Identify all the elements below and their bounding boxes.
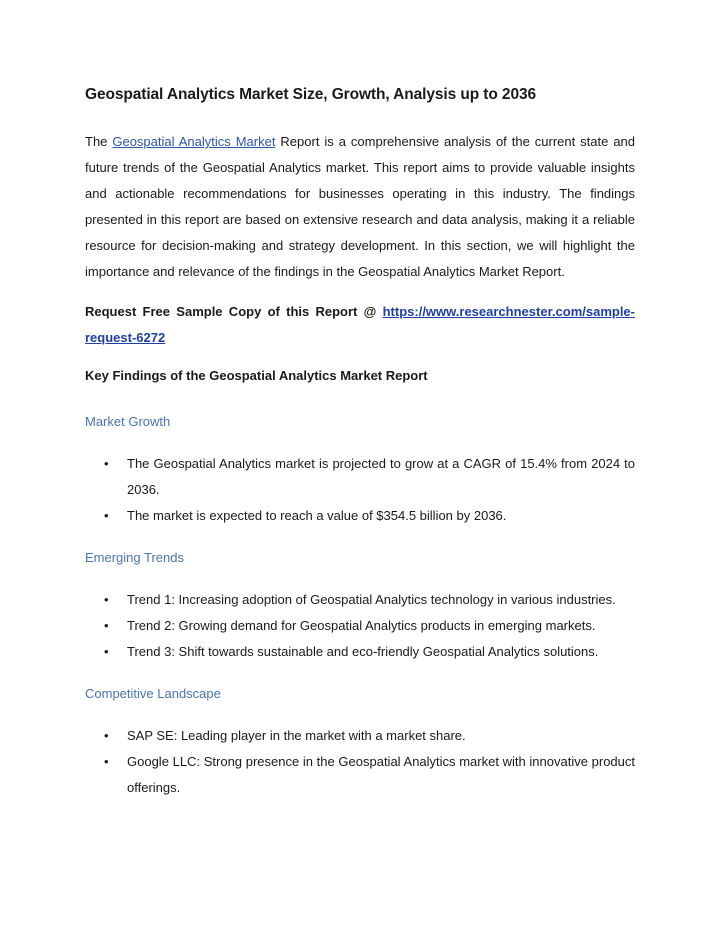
intro-body: Report is a comprehensive analysis of the current state and future trends of the Geospatial Analytics market. This report aims to provide valuable insights and actionable recommendations for businesses operating in this industry. The findings presented in this report are based on extensive research and data analysis, making it a reliable resource for decision-making and strategy development. In this section, we will highlight the importance and relevance of the findings in the Geospatial Analytics Market Report. xyxy=(85,134,636,279)
bullet-icon: • xyxy=(104,754,109,769)
list-item xyxy=(85,749,635,801)
bullet-icon: • xyxy=(104,618,109,633)
bullet-icon: • xyxy=(104,728,109,743)
section-heading-competitive-landscape: Competitive Landscape xyxy=(85,686,221,701)
bullet-icon: • xyxy=(104,508,109,523)
intro-prefix: The xyxy=(85,134,113,149)
list-item xyxy=(85,639,635,665)
list-item xyxy=(85,451,635,503)
list-item xyxy=(85,587,635,613)
list-item-text: The market is expected to reach a value of $354.5 billion by 2036. xyxy=(127,508,507,523)
sample-request-label: Request Free Sample Copy of this Report @ xyxy=(85,304,383,319)
sample-request-line xyxy=(85,299,635,351)
market-growth-list xyxy=(85,451,635,529)
section-heading-market-growth: Market Growth xyxy=(85,414,171,429)
bullet-icon: • xyxy=(104,592,109,607)
list-item-text: SAP SE: Leading player in the market with a market share. xyxy=(127,728,466,743)
document-title: Geospatial Analytics Market Size, Growth, Analysis up to 2036 xyxy=(85,86,537,103)
competitive-landscape-list xyxy=(85,723,635,801)
list-item xyxy=(85,723,635,749)
sample-request-link[interactable]: https://www.researchnester.com/sample-request-6272 xyxy=(85,304,635,345)
section-heading-emerging-trends: Emerging Trends xyxy=(85,550,184,565)
list-item xyxy=(85,503,635,529)
key-findings-heading: Key Findings of the Geospatial Analytics Market Report xyxy=(85,368,428,383)
bullet-icon: • xyxy=(104,644,109,659)
list-item xyxy=(85,613,635,639)
list-item-text: The Geospatial Analytics market is projected to grow at a CAGR of 15.4% from 2024 to 2036. xyxy=(127,456,635,497)
emerging-trends-list xyxy=(85,587,635,665)
intro-paragraph xyxy=(85,129,635,285)
list-item-text: Trend 3: Shift towards sustainable and eco-friendly Geospatial Analytics solutions. xyxy=(127,644,599,659)
list-item-text: Google LLC: Strong presence in the Geospatial Analytics market with innovative product offerings. xyxy=(127,754,635,795)
list-item-text: Trend 1: Increasing adoption of Geospatial Analytics technology in various industries. xyxy=(127,592,616,607)
market-report-link[interactable]: Geospatial Analytics Market xyxy=(112,134,276,149)
list-item-text: Trend 2: Growing demand for Geospatial Analytics products in emerging markets. xyxy=(127,618,596,633)
bullet-icon: • xyxy=(104,456,109,471)
